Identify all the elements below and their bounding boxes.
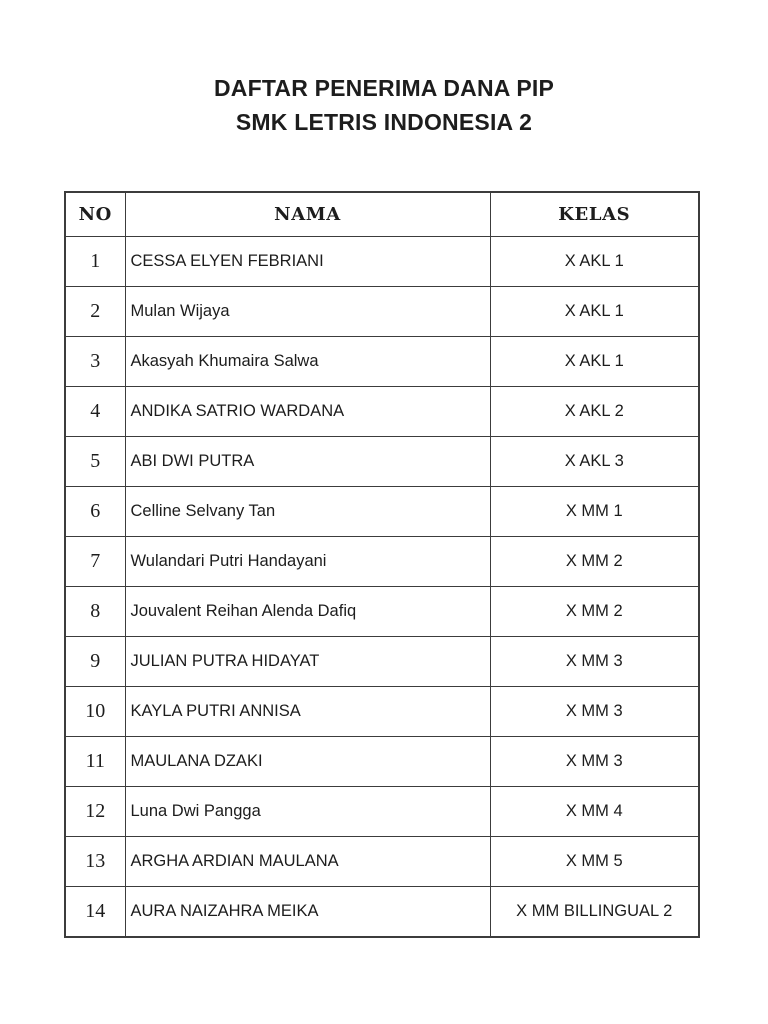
table-row [65, 587, 699, 637]
name-cell: MAULANA DZAKI [125, 737, 490, 787]
table-row [65, 437, 699, 487]
row-number-cell: 5 [65, 437, 125, 487]
row-number-cell: 8 [65, 587, 125, 637]
class-cell: X MM 3 [490, 637, 699, 687]
table-row [65, 337, 699, 387]
name-cell: Luna Dwi Pangga [125, 787, 490, 837]
class-cell: X AKL 1 [490, 337, 699, 387]
row-number-cell: 1 [65, 237, 125, 287]
col-header-nama: NAMA [125, 192, 490, 237]
name-cell: Jouvalent Reihan Alenda Dafiq [125, 587, 490, 637]
table-row [65, 537, 699, 587]
class-cell: X AKL 1 [490, 237, 699, 287]
table-row [65, 737, 699, 787]
row-number-cell: 3 [65, 337, 125, 387]
row-number-cell: 10 [65, 687, 125, 737]
class-cell: X MM 3 [490, 687, 699, 737]
name-cell: Celline Selvany Tan [125, 487, 490, 537]
name-cell: AURA NAIZAHRA MEIKA [125, 887, 490, 938]
name-cell: Wulandari Putri Handayani [125, 537, 490, 587]
table-row [65, 637, 699, 687]
table-row [65, 837, 699, 887]
class-cell: X MM 2 [490, 537, 699, 587]
name-cell: Mulan Wijaya [125, 287, 490, 337]
col-header-no: NO [65, 192, 125, 237]
row-number-cell: 9 [65, 637, 125, 687]
name-cell: KAYLA PUTRI ANNISA [125, 687, 490, 737]
document-title-line-1: DAFTAR PENERIMA DANA PIP [213, 75, 554, 101]
class-cell: X AKL 3 [490, 437, 699, 487]
name-cell: CESSA ELYEN FEBRIANI [125, 237, 490, 287]
name-cell: Akasyah Khumaira Salwa [125, 337, 490, 387]
class-cell: X AKL 1 [490, 287, 699, 337]
name-cell: ANDIKA SATRIO WARDANA [125, 387, 490, 437]
class-cell: X MM 4 [490, 787, 699, 837]
table-row [65, 687, 699, 737]
name-cell: ABI DWI PUTRA [125, 437, 490, 487]
class-cell: X MM 5 [490, 837, 699, 887]
class-cell: X MM 1 [490, 487, 699, 537]
name-cell: JULIAN PUTRA HIDAYAT [125, 637, 490, 687]
class-cell: X AKL 2 [490, 387, 699, 437]
class-cell: X MM BILLINGUAL 2 [490, 887, 699, 938]
table-row [65, 787, 699, 837]
table-header-row [65, 192, 699, 237]
row-number-cell: 14 [65, 887, 125, 938]
table-body [65, 237, 699, 938]
document-title [0, 71, 768, 139]
row-number-cell: 2 [65, 287, 125, 337]
row-number-cell: 13 [65, 837, 125, 887]
col-header-kelas: KELAS [490, 192, 699, 237]
row-number-cell: 12 [65, 787, 125, 837]
table-row [65, 287, 699, 337]
row-number-cell: 6 [65, 487, 125, 537]
row-number-cell: 11 [65, 737, 125, 787]
table-row [65, 887, 699, 938]
class-cell: X MM 3 [490, 737, 699, 787]
document-title-line-2: SMK LETRIS INDONESIA 2 [235, 109, 533, 135]
table-row [65, 487, 699, 537]
class-cell: X MM 2 [490, 587, 699, 637]
row-number-cell: 7 [65, 537, 125, 587]
table-row [65, 387, 699, 437]
row-number-cell: 4 [65, 387, 125, 437]
table-header [65, 192, 699, 237]
recipients-table [64, 191, 700, 938]
table-row [65, 237, 699, 287]
name-cell: ARGHA ARDIAN MAULANA [125, 837, 490, 887]
